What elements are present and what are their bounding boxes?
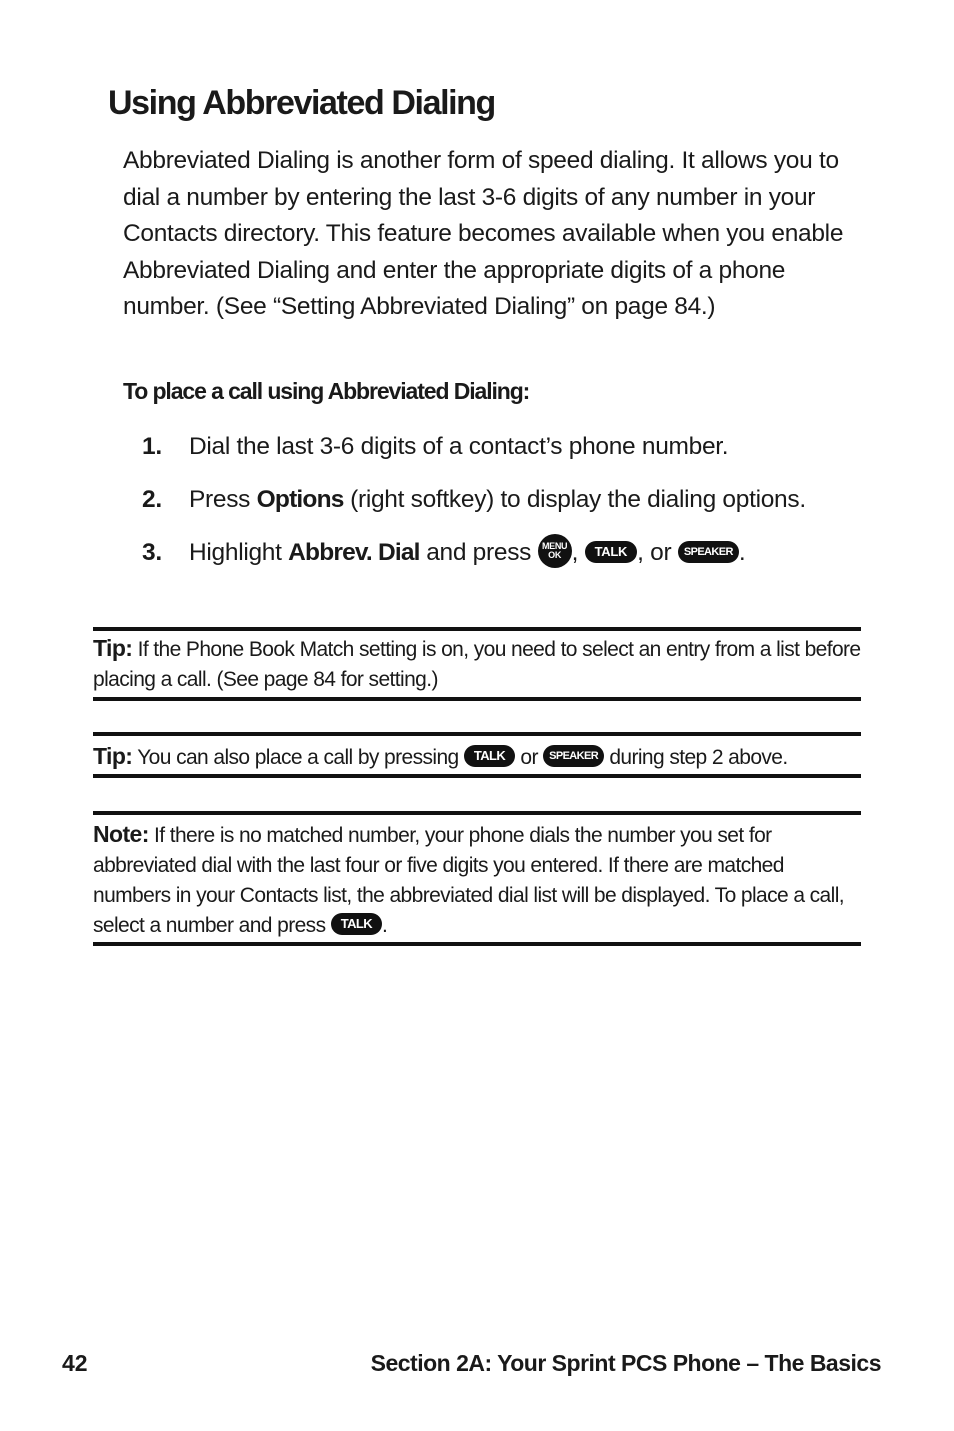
talk-key-icon: TALK bbox=[331, 913, 382, 935]
talk-key-icon: TALK bbox=[585, 541, 638, 563]
intro-paragraph: Abbreviated Dialing is another form of speed dialing. It allows you to dial a number by entering the last 3-6 digits of any number in your Contacts directory. This feature becomes available when you enable Abbreviated Dialing and enter the appropriate digits of a phone number. (See “Setting Abbreviated Dialing” on page 84.) bbox=[123, 147, 844, 321]
step-number: 3. bbox=[142, 539, 162, 566]
separator: , or bbox=[637, 539, 678, 566]
procedure-title: To place a call using Abbreviated Dialing: bbox=[123, 378, 530, 404]
step-3 bbox=[142, 534, 842, 572]
ok-key-text: OK bbox=[548, 549, 562, 560]
step-text: and press bbox=[419, 539, 538, 566]
note-box bbox=[93, 811, 861, 946]
steps-list bbox=[142, 428, 842, 587]
note-text: . bbox=[382, 914, 388, 937]
tip-text: You can also place a call by pressing bbox=[132, 746, 464, 769]
page-number: 42 bbox=[62, 1350, 88, 1376]
section-footer: Section 2A: Your Sprint PCS Phone – The Basics bbox=[370, 1350, 881, 1376]
step-text: Press bbox=[189, 486, 257, 513]
speaker-key-icon: SPEAKER bbox=[678, 541, 739, 563]
separator: . bbox=[738, 539, 746, 566]
talk-key-icon: TALK bbox=[464, 745, 515, 767]
step-text: Highlight bbox=[189, 539, 289, 566]
tip-box-phone-book-match bbox=[93, 627, 861, 701]
step-text: (right softkey) to display the dialing options. bbox=[343, 486, 806, 513]
step-number: 2. bbox=[142, 486, 162, 513]
step-1 bbox=[142, 428, 842, 466]
menu-key-text: MENU bbox=[541, 540, 568, 551]
step-2 bbox=[142, 481, 842, 519]
page-title: Using Abbreviated Dialing bbox=[108, 84, 495, 122]
step-text: Dial the last 3-6 digits of a contact’s phone number. bbox=[189, 433, 729, 460]
note-label: Note: bbox=[93, 821, 149, 847]
abbrev-dial-label: Abbrev. Dial bbox=[288, 539, 420, 566]
tip-box-talk-speaker bbox=[93, 732, 861, 778]
options-softkey-label: Options bbox=[256, 486, 344, 513]
separator: , bbox=[571, 539, 585, 566]
note-text: If there is no matched number, your phone dials the number you set for abbreviated dial with the last four or five digits you entered. If there are matched numbers in your Contacts list, the abbreviated dial list will be displayed. To place a call, select a number and press bbox=[93, 824, 844, 937]
tip-text: during step 2 above. bbox=[604, 746, 788, 769]
step-number: 1. bbox=[142, 433, 162, 460]
tip-label: Tip: bbox=[93, 635, 133, 661]
tip-text: If the Phone Book Match setting is on, you need to select an entry from a list before placing a call. (See page 84 for setting.) bbox=[93, 638, 861, 691]
tip-text: or bbox=[515, 746, 544, 769]
menu-ok-key-icon bbox=[538, 534, 572, 568]
speaker-key-icon: SPEAKER bbox=[543, 745, 604, 767]
tip-label: Tip: bbox=[93, 743, 133, 769]
